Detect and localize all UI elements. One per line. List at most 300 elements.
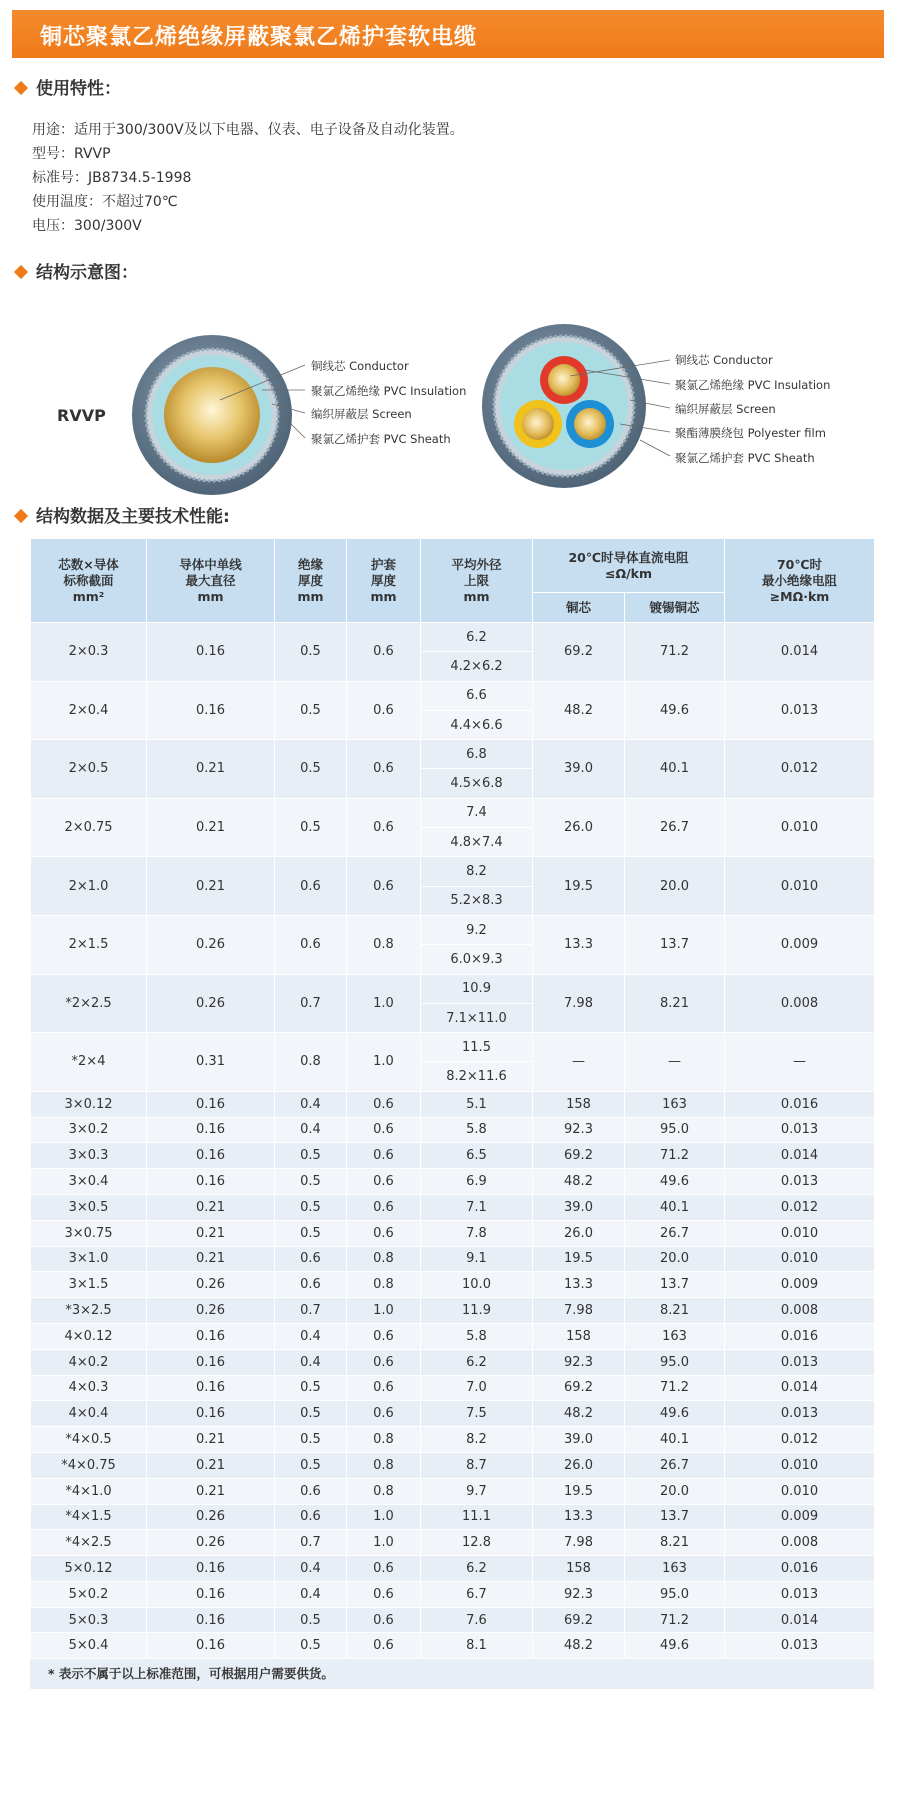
table-cell: 0.6 [347,1581,421,1607]
table-cell: 2×0.3 [31,623,147,682]
table-cell: 0.6 [347,623,421,682]
table-cell: 1.0 [347,974,421,1033]
header-resistance-line2: ≤Ω/km [605,565,653,581]
table-row [31,1607,875,1633]
table-cell: 92.3 [533,1349,625,1375]
table-cell-outer-dia-range: 8.2×11.6 [421,1062,533,1091]
table-cell: 0.16 [147,1581,275,1607]
page-title: 铜芯聚氯乙烯绝缘屏蔽聚氯乙烯护套软电缆 [40,25,478,50]
table-cell-outer-dia-range: 6.0×9.3 [421,945,533,974]
table-row [31,1401,875,1427]
table-row [31,1246,875,1272]
table-cell: 0.6 [275,915,347,974]
table-cell: 4×0.12 [31,1323,147,1349]
table-cell: 5×0.4 [31,1633,147,1659]
left-label-screen: 编织屏蔽层 Screen [311,407,412,421]
table-cell: 69.2 [533,1607,625,1633]
table-cell: 0.5 [275,1143,347,1169]
table-cell: 0.21 [147,1427,275,1453]
section-heading-structure-text: 结构示意图： [36,263,138,283]
header-wire-line3: mm [197,588,224,604]
table-cell: 20.0 [625,857,725,916]
table-cell: 0.6 [347,1220,421,1246]
header-insulation-line3: mm [297,588,324,604]
table-cell: 40.1 [625,1427,725,1453]
table-cell: 0.012 [725,1194,875,1220]
table-cell: 0.8 [347,1452,421,1478]
table-cell: 69.2 [533,623,625,682]
table-cell: 0.31 [147,1033,275,1092]
table-cell: 0.016 [725,1556,875,1582]
table-cell: 8.7 [421,1452,533,1478]
left-label-conductor: 铜线芯 Conductor [311,359,409,373]
table-cell: 0.16 [147,1349,275,1375]
table-row [31,1478,875,1504]
header-wire-line2: 最大直径 [185,572,236,588]
table-cell-outer-dia-range: 7.1×11.0 [421,1003,533,1032]
table-cell: 7.98 [533,1530,625,1556]
section-heading-properties [12,74,121,99]
table-row [31,1349,875,1375]
table-cell: 0.21 [147,1194,275,1220]
table-cell-outer-dia-range: 4.2×6.2 [421,652,533,681]
right-label-screen: 编织屏蔽层 Screen [675,402,776,416]
table-row [31,1091,875,1117]
table-cell: 163 [625,1556,725,1582]
table-cell: 71.2 [625,1607,725,1633]
table-cell: 5.1 [421,1091,533,1117]
diamond-bullet-icon [14,509,28,523]
table-cell: 39.0 [533,740,625,799]
table-cell: 0.6 [275,1504,347,1530]
header-tinned-copper: 镀锡铜芯 [625,593,725,623]
table-cell: 0.010 [725,1246,875,1272]
table-cell: 4×0.4 [31,1401,147,1427]
section-heading-structure [12,258,138,283]
table-cell: 0.26 [147,1298,275,1324]
table-cell: 158 [533,1323,625,1349]
property-usage: 用途：适用于300/300V及以下电器、仪表、电子设备及自动化装置。 [32,122,464,138]
table-cell: 0.6 [347,1556,421,1582]
table-cell: 0.010 [725,798,875,857]
header-sheath-line3: mm [370,588,397,604]
table-cell: 26.0 [533,1452,625,1478]
table-cell: 13.3 [533,1504,625,1530]
table-row [31,740,875,769]
table-row [31,1452,875,1478]
diamond-bullet-icon [14,81,28,95]
table-cell: 0.21 [147,1452,275,1478]
table-cell: 6.9 [421,1169,533,1195]
table-cell: 2×1.0 [31,857,147,916]
model-label: RVVP [57,406,106,425]
table-cell: 69.2 [533,1143,625,1169]
table-cell: 5×0.3 [31,1607,147,1633]
table-cell: 0.012 [725,740,875,799]
property-temperature: 使用温度：不超过70℃ [32,194,178,210]
table-cell: 0.5 [275,1194,347,1220]
table-cell: 2×1.5 [31,915,147,974]
table-row [31,1530,875,1556]
table-cell: 7.8 [421,1220,533,1246]
table-cell: 2×0.75 [31,798,147,857]
diamond-bullet-icon [14,265,28,279]
table-row [31,1220,875,1246]
table-cell: 0.26 [147,1504,275,1530]
table-cell: 0.21 [147,740,275,799]
table-cell: 1.0 [347,1504,421,1530]
right-label-insulation: 聚氯乙烯绝缘 PVC Insulation [675,378,831,392]
table-cell: 0.014 [725,1607,875,1633]
table-cell: 0.16 [147,1401,275,1427]
table-cell: 0.21 [147,1246,275,1272]
table-cell: 0.5 [275,1607,347,1633]
table-cell: 0.009 [725,915,875,974]
table-cell: 71.2 [625,623,725,682]
table-cell: 0.016 [725,1323,875,1349]
table-cell: 0.014 [725,623,875,682]
table-cell-outer-dia: 7.4 [421,798,533,827]
table-cell: 0.16 [147,1323,275,1349]
table-cell: 3×1.0 [31,1246,147,1272]
table-cell: 40.1 [625,1194,725,1220]
table-cell: 8.2 [421,1427,533,1453]
table-cell: 1.0 [347,1033,421,1092]
table-cell: 0.009 [725,1504,875,1530]
table-cell: 95.0 [625,1349,725,1375]
table-cell: *4×2.5 [31,1530,147,1556]
header-sheath-line2: 厚度 [370,572,396,588]
header-outer-line3: mm [463,588,490,604]
table-cell: 7.98 [533,974,625,1033]
table-cell-outer-dia-range: 4.4×6.6 [421,710,533,739]
table-row [31,1272,875,1298]
header-outer-line2: 上限 [463,572,489,588]
table-cell: 48.2 [533,1633,625,1659]
table-cell: 48.2 [533,1401,625,1427]
table-row [31,857,875,886]
table-cell: 0.6 [347,1323,421,1349]
table-cell: 0.5 [275,1427,347,1453]
header-outer-line1: 平均外径 [451,556,502,572]
table-cell: 0.6 [275,1246,347,1272]
header-insulation-line1: 绝缘 [297,556,323,572]
table-body [31,623,875,1659]
table-row [31,1556,875,1582]
table-cell: 19.5 [533,1478,625,1504]
specification-table [30,538,875,1659]
table-cell: 0.4 [275,1349,347,1375]
table-cell: 0.16 [147,681,275,740]
table-cell: 20.0 [625,1478,725,1504]
table-cell: 0.013 [725,681,875,740]
table-cell: 19.5 [533,857,625,916]
table-cell-outer-dia: 10.9 [421,974,533,1003]
table-cell: 3×0.3 [31,1143,147,1169]
header-sheath-line1: 护套 [370,556,396,572]
table-row [31,1581,875,1607]
table-cell: 0.6 [347,1143,421,1169]
table-cell: 71.2 [625,1375,725,1401]
table-cell: 0.7 [275,1298,347,1324]
table-cell: 0.5 [275,1633,347,1659]
table-cell: 0.16 [147,1091,275,1117]
table-footnote: * 表示不属于以上标准范围，可根据用户需要供货。 [30,1659,874,1689]
table-cell: 158 [533,1091,625,1117]
table-cell: 7.5 [421,1401,533,1427]
table-cell: 0.008 [725,1530,875,1556]
table-cell: 0.8 [347,915,421,974]
table-cell: 5.8 [421,1117,533,1143]
header-sheath [347,539,421,623]
property-standard: 标准号：JB8734.5-1998 [32,170,192,186]
table-cell: 0.013 [725,1581,875,1607]
table-cell: 13.7 [625,1272,725,1298]
table-row [31,1169,875,1195]
table-cell: 26.7 [625,798,725,857]
table-cell: 49.6 [625,1169,725,1195]
table-cell: 13.7 [625,1504,725,1530]
table-cell: *3×2.5 [31,1298,147,1324]
table-cell: 71.2 [625,1143,725,1169]
table-cell: 6.5 [421,1143,533,1169]
header-wire-diameter [147,539,275,623]
table-cell: 0.26 [147,1272,275,1298]
table-cell: 5.8 [421,1323,533,1349]
table-cell: 0.8 [347,1272,421,1298]
table-cell: 163 [625,1323,725,1349]
table-cell: 0.4 [275,1091,347,1117]
table-cell: 0.013 [725,1633,875,1659]
table-cell: 0.26 [147,974,275,1033]
table-cell: 0.6 [275,1478,347,1504]
right-label-conductor: 铜线芯 Conductor [675,353,773,367]
table-cell: 0.5 [275,740,347,799]
table-cell: 0.5 [275,1452,347,1478]
table-cell-outer-dia: 6.8 [421,740,533,769]
table-row [31,915,875,944]
specification-table-wrapper [30,538,874,1689]
table-cell: 0.21 [147,1478,275,1504]
table-cell: 0.6 [347,798,421,857]
property-model: 型号：RVVP [32,146,111,162]
table-cell-outer-dia-range: 4.5×6.8 [421,769,533,798]
header-resistance-line1: 20℃时导体直流电阻 [568,549,689,565]
table-cell: 13.7 [625,915,725,974]
table-cell: 8.21 [625,1298,725,1324]
header-cores-line3: mm² [72,588,105,604]
table-cell: 5×0.2 [31,1581,147,1607]
table-cell: 0.6 [347,857,421,916]
table-cell: 6.7 [421,1581,533,1607]
table-row [31,681,875,710]
property-voltage: 电压：300/300V [32,218,142,234]
header-insulation [275,539,347,623]
table-cell: 0.010 [725,857,875,916]
table-cell: 0.016 [725,1091,875,1117]
table-cell: 8.21 [625,974,725,1033]
table-cell: 8.21 [625,1530,725,1556]
table-cell: 0.6 [347,1401,421,1427]
table-cell: 12.8 [421,1530,533,1556]
table-cell: 0.6 [347,1633,421,1659]
table-cell: 26.7 [625,1220,725,1246]
table-cell: 0.16 [147,1556,275,1582]
table-cell: 0.5 [275,623,347,682]
table-cell: 163 [625,1091,725,1117]
table-cell: 0.010 [725,1220,875,1246]
table-cell: 49.6 [625,1401,725,1427]
table-cell-outer-dia: 9.2 [421,915,533,944]
table-cell: 7.6 [421,1607,533,1633]
section-heading-data-text: 结构数据及主要技术性能: [36,507,230,527]
table-cell: 0.26 [147,1530,275,1556]
table-cell: 0.7 [275,974,347,1033]
table-cell: *2×4 [31,1033,147,1092]
table-row [31,1143,875,1169]
table-cell: 95.0 [625,1117,725,1143]
table-cell: 3×0.75 [31,1220,147,1246]
properties-list [32,118,464,238]
table-row [31,974,875,1003]
table-cell: 0.6 [347,1117,421,1143]
table-row [31,1504,875,1530]
table-cell: *4×1.5 [31,1504,147,1530]
table-cell: 48.2 [533,681,625,740]
table-cell: 4×0.2 [31,1349,147,1375]
table-cell: 95.0 [625,1581,725,1607]
table-cell: 11.1 [421,1504,533,1530]
table-cell: 0.013 [725,1349,875,1375]
table-cell: 0.008 [725,974,875,1033]
table-cell: 0.010 [725,1452,875,1478]
table-cell: 26.0 [533,798,625,857]
table-cell-outer-dia-range: 4.8×7.4 [421,828,533,857]
table-cell-outer-dia: 11.5 [421,1033,533,1062]
table-cell: 0.5 [275,681,347,740]
table-cell: 0.4 [275,1117,347,1143]
table-cell-outer-dia: 6.6 [421,681,533,710]
table-cell: 0.5 [275,798,347,857]
table-cell: 0.16 [147,1143,275,1169]
table-cell: 7.98 [533,1298,625,1324]
table-cell: 0.013 [725,1117,875,1143]
table-cell: 0.014 [725,1375,875,1401]
header-insulation-line2: 厚度 [297,572,323,588]
table-cell: 69.2 [533,1375,625,1401]
table-cell: 0.16 [147,1117,275,1143]
table-row [31,798,875,827]
table-row [31,1633,875,1659]
table-cell: 0.21 [147,1220,275,1246]
table-cell: 0.8 [347,1427,421,1453]
header-cores-line2: 标称截面 [63,572,114,588]
header-outer-diameter [421,539,533,623]
table-cell: 2×0.4 [31,681,147,740]
table-cell: 92.3 [533,1581,625,1607]
table-cell: 0.7 [275,1530,347,1556]
table-cell: 26.0 [533,1220,625,1246]
table-cell: 3×0.4 [31,1169,147,1195]
table-cell: 0.4 [275,1323,347,1349]
table-cell: 3×0.12 [31,1091,147,1117]
table-cell: 13.3 [533,915,625,974]
table-cell: 0.8 [275,1033,347,1092]
table-cell: 0.012 [725,1427,875,1453]
table-cell: 0.5 [275,1401,347,1427]
section-heading-data [12,502,230,527]
table-cell: 49.6 [625,1633,725,1659]
table-cell: 9.1 [421,1246,533,1272]
table-cell: 0.4 [275,1581,347,1607]
table-cell: 0.008 [725,1298,875,1324]
title-banner [12,10,884,58]
table-cell: 0.21 [147,857,275,916]
header-insulres-line2: 最小绝缘电阻 [762,572,838,588]
table-cell-outer-dia: 8.2 [421,857,533,886]
single-cable-illustration [132,335,292,495]
table-cell: 7.1 [421,1194,533,1220]
table-cell: — [725,1033,875,1092]
table-cell: 158 [533,1556,625,1582]
table-cell: 0.4 [275,1556,347,1582]
table-cell: 5×0.12 [31,1556,147,1582]
table-cell: 3×0.5 [31,1194,147,1220]
table-cell: 2×0.5 [31,740,147,799]
table-cell: 0.013 [725,1169,875,1195]
table-cell: 0.5 [275,1169,347,1195]
table-cell: 0.5 [275,1220,347,1246]
table-cell: 40.1 [625,740,725,799]
table-cell: 11.9 [421,1298,533,1324]
table-cell: 19.5 [533,1246,625,1272]
table-cell: 0.6 [275,1272,347,1298]
table-cell: 0.6 [275,857,347,916]
table-cell: 6.2 [421,1556,533,1582]
table-cell: 0.8 [347,1246,421,1272]
table-cell-outer-dia-range: 5.2×8.3 [421,886,533,915]
table-cell: 0.16 [147,1607,275,1633]
header-insulation-resistance [725,539,875,623]
table-row [31,1375,875,1401]
table-cell: 0.6 [347,681,421,740]
table-cell: 0.16 [147,1169,275,1195]
table-row [31,1427,875,1453]
table-cell: 13.3 [533,1272,625,1298]
table-cell: 0.5 [275,1375,347,1401]
table-cell: — [533,1033,625,1092]
table-cell: 0.010 [725,1478,875,1504]
table-cell: *4×1.0 [31,1478,147,1504]
section-heading-properties-text: 使用特性： [36,79,121,99]
table-cell: 0.16 [147,1633,275,1659]
right-label-polyester: 聚酯薄膜绕包 Polyester film [675,426,826,440]
table-cell: 9.7 [421,1478,533,1504]
table-cell: 1.0 [347,1530,421,1556]
table-cell: 26.7 [625,1452,725,1478]
header-copper: 铜芯 [533,593,625,623]
table-cell: — [625,1033,725,1092]
header-insulres-line1: 70℃时 [776,556,823,572]
table-cell: 0.6 [347,1169,421,1195]
table-cell: 0.009 [725,1272,875,1298]
table-cell: 0.16 [147,623,275,682]
table-row [31,1194,875,1220]
table-cell: 0.21 [147,798,275,857]
right-label-sheath: 聚氯乙烯护套 PVC Sheath [675,451,815,465]
table-cell: 48.2 [533,1169,625,1195]
left-label-insulation: 聚氯乙烯绝缘 PVC Insulation [311,384,467,398]
